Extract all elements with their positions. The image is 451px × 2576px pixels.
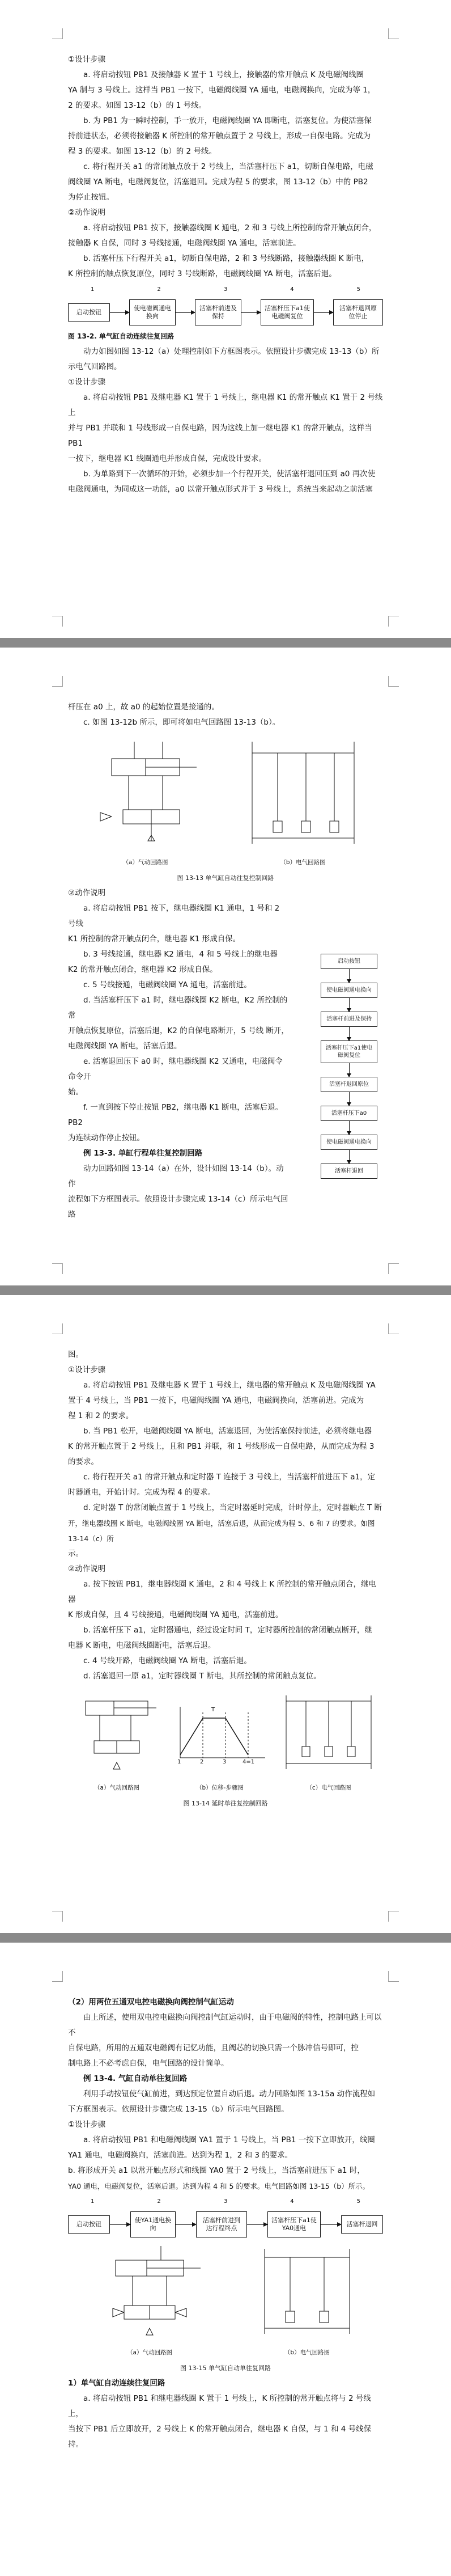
flow-arrow <box>349 969 350 983</box>
timing-diagram <box>172 1695 268 1796</box>
subfigure-label: （b）电气回路图 <box>280 859 326 866</box>
paragraph: a. 将启动按钮 PB1 按下，接触器线圈 K 通电，2 和 3 号线上所控制的常开触点闭合， <box>83 223 377 232</box>
paragraph: a. 按下按钮 PB1，继电器线圈 K 通电，2 和 4 号线上 K 所控制的常开触点闭合，继电器 <box>68 1580 377 1604</box>
flow-arrow <box>349 1027 350 1040</box>
paragraph: b. 当 PB1 松开，电磁阀线圈 YA 断电，活塞退回，为使活塞保持前进，必须将继电器 <box>83 1427 372 1436</box>
flow-box: 使电磁阀通电换向 <box>321 983 377 998</box>
flow-box: 活塞杆压下a1使电磁阀复位 <box>261 299 314 325</box>
figure-caption: 图 13-2. 单气缸自动连续往复回路 <box>68 332 174 340</box>
page-corner-mark <box>388 676 399 687</box>
paragraph: 当按下 PB1 后立即放开，2 号线上 K 的常开触点闭合，继电器 K 自保，与 1 和 4 号线保持。 <box>68 2425 372 2449</box>
figure-13-13 <box>68 736 383 870</box>
paragraph: 示。 <box>68 1549 83 1558</box>
paragraph: K 形成自保，且 4 号线接通，电磁阀线圈 YA 通电，活塞前进。 <box>68 1610 283 1619</box>
section-heading: 1）单气缸自动连续往复回路 <box>68 2379 165 2388</box>
flow-box: 活塞杆压下a1使YA0通电 <box>267 2211 321 2237</box>
paragraph: YA1 通电，电磁阀换向，活塞前进。达到为程 1，2 和 3 的要求。 <box>68 2151 293 2160</box>
flow-box: 活塞杆前进到达行程终点 <box>196 2211 247 2237</box>
paragraph: 开触点恢复原位，活塞后退，K2 的自保电路断开，5 号线 断开， <box>68 1026 289 1035</box>
paragraph: d. 定时器 T 的常闭触点置于 1 号线上，当定时器延时完成，计时停止，定时器触点 T 断 <box>83 1503 382 1512</box>
paragraph: ①设计步骤 <box>68 378 106 387</box>
flow-box: 使电磁阀通电换向 <box>321 1135 377 1150</box>
subfigure-label: （a）气动回路图 <box>94 1784 139 1791</box>
flowchart <box>68 2194 383 2237</box>
flow-box: 活塞杆退回原位停止 <box>333 299 383 325</box>
flow-box: 使YA1通电换向 <box>130 2211 176 2237</box>
paragraph: e. 活塞退回压下 a0 时，继电器线圈 K2 又通电，电磁阀令命令开 <box>68 1057 283 1081</box>
paragraph: K1 所控制的常开触点闭合，继电器 K1 形成自保。 <box>68 934 241 944</box>
paragraph: ②动作说明 <box>68 889 106 898</box>
paragraph: 例 13-4. 气缸自动单往复回路 <box>83 2074 188 2083</box>
page-corner-mark <box>388 1323 399 1334</box>
flow-box: 活塞杆压下a1使电磁阀复位 <box>321 1040 377 1063</box>
flow-box: 活塞杆压下a0 <box>321 1106 377 1121</box>
flow-step-number: 2 <box>157 2198 161 2205</box>
flow-arrow <box>110 2224 130 2225</box>
paragraph: 阀线圈 YA 断电，电磁阀复位，活塞退回。完成为程 5 的要求，图 13-12（b）中的 PB2 <box>68 177 368 187</box>
paragraph: 持前进状态，必须将接触器 K 所控制的常开触点置于 2 号线上，形成一自保电路。完成为 <box>68 132 371 141</box>
paragraph: a. 将启动按钮 PB1 及继电器 K1 置于 1 号线上，继电器 K1 的常开触点 K1 置于 2 号线上 <box>68 393 383 417</box>
paragraph: 示电气回路图。 <box>68 362 122 371</box>
flow-arrow <box>349 1150 350 1164</box>
ladder-diagram <box>244 736 363 849</box>
page-corner-mark <box>52 1263 63 1274</box>
paragraph: d. 活塞退回一原 a1，定时器线圈 T 断电，其所控制的常闭触点复位。 <box>83 1672 321 1681</box>
flow-box: 活塞杆退回 <box>321 1164 377 1179</box>
paragraph: 电器 K 断电，电磁阀线圈断电，活塞后退。 <box>68 1641 216 1650</box>
document-page-1 <box>0 0 451 638</box>
pneumatic-diagram <box>93 2243 206 2340</box>
document-page-4 <box>0 1943 451 2576</box>
paragraph: b. 活塞杆压下行程开关 a1，切断自保电路，2 和 3 号线断路，接触器线圈 K 断电， <box>83 254 369 263</box>
paragraph: 例 13-3. 单缸行程单往复控制回路 <box>83 1149 203 1158</box>
paragraph: K 的常开触点置于 2 号线上，且和 PB1 并联，和 1 号线形成一自保电路，从而完成为程 3 <box>68 1442 375 1451</box>
page-corner-mark <box>52 1911 63 1922</box>
document-page-3 <box>0 1295 451 1933</box>
figure-caption: 图 13-13 单气缸自动往复控制回路 <box>177 874 274 882</box>
subfigure-label: （a）气动回路图 <box>122 859 168 866</box>
paragraph: 接触器 K 自保，同时 3 号线接通，电磁阀线圈 YA 通电，活塞前进。 <box>68 239 301 248</box>
flow-box: 启动按钮 <box>68 303 110 322</box>
paragraph: d. 当活塞杆压下 a1 时，继电器线圈 K2 断电，K2 所控制的常 <box>68 996 288 1020</box>
flow-step-number: 4 <box>290 2198 294 2205</box>
paragraph: 动力回路如图 13-14（a）在外，设计如图 13-14（b）。动作 <box>68 1164 284 1188</box>
flow-arrow <box>321 2224 341 2225</box>
timing-label: 2 <box>200 1759 204 1765</box>
subfigure-label: （a）气动回路图 <box>127 2349 172 2356</box>
flow-step-number: 3 <box>223 2198 228 2205</box>
timing-label: 1 <box>177 1759 181 1765</box>
flowchart <box>68 282 383 325</box>
flow-step-number: 3 <box>223 286 228 293</box>
timing-label: 4=1 <box>242 1759 255 1765</box>
ladder-diagram <box>256 2243 358 2340</box>
figure-caption: 图 13-14 延时单往复控制回路 <box>183 1800 268 1807</box>
paragraph: 2 的要求。如图 13-12（b）的 1 号线。 <box>68 101 207 110</box>
paragraph: c. 将行程开关 a1 的常闭触点放于 2 号线上，当活塞杆压下 a1，切断自保电路，电磁 <box>83 162 373 171</box>
timing-label: T <box>211 1707 215 1713</box>
page-corner-mark <box>388 1263 399 1274</box>
paragraph: K2 的常开触点闭合，继电器 K2 形成自保。 <box>68 965 218 974</box>
paragraph: b. 活塞杆压下 a1，定时器通电，经过设定时间 T，定时器所控制的常闭触点断开，继 <box>83 1626 372 1635</box>
pneumatic-diagram <box>89 736 202 849</box>
flow-box: 启动按钮 <box>68 2215 110 2234</box>
paragraph: 杆压在 a0 上，故 a0 的起始位置是接通的。 <box>68 703 219 712</box>
paragraph: 流程如下方框图表示。依照设计步骤完成 13-14（c）所示电气回路 <box>68 1195 288 1219</box>
text-column <box>68 886 289 1223</box>
paragraph: c. 如图 13-12b 所示，即可将如电气回路图 13-13（b）。 <box>83 718 280 727</box>
paragraph: 为停止按钮。 <box>68 193 114 202</box>
paragraph: 始。 <box>68 1088 83 1097</box>
flow-arrow <box>176 312 195 313</box>
paragraph: a. 将启动按钮 PB1 和电磁阀线圈 YA1 置于 1 号线上，当 PB1 一按下立即放开，线圈 <box>83 2135 375 2144</box>
pneumatic-circuit <box>89 736 202 870</box>
page-corner-mark <box>388 1971 399 1982</box>
flow-box: 活塞杆前进及保持 <box>195 299 241 325</box>
flow-step-number: 2 <box>157 286 161 293</box>
paragraph: YA 制与 3 号线上。这样当 PB1 一按下，电磁阀线圈 YA 通电，电磁阀换向，完成为等 1， <box>68 86 376 95</box>
page-corner-mark <box>388 28 399 39</box>
flow-box: 活塞杆退回原位 <box>321 1077 377 1092</box>
displacement-step-chart <box>172 1695 268 1769</box>
flow-arrow <box>349 1121 350 1135</box>
paragraph: 自保电路，所用的五通双电磁阀有记忆功能，且阀芯的切换只需一个脉冲信号即可，控 <box>68 2044 359 2053</box>
page-corner-mark <box>52 1323 63 1334</box>
paragraph: a. 将启动按钮 PB1 按下，继电器线圈 K1 通电，1 号和 2 号线 <box>68 904 280 928</box>
paragraph: ①设计步骤 <box>68 1365 106 1374</box>
paragraph: 时器通电，开始计时。完成为程 4 的要求。 <box>68 1488 216 1497</box>
flow-box: 活塞杆前进及保持 <box>321 1012 377 1027</box>
paragraph: 置于 4 号线上，当 PB1 一按下，电磁阀线圈 YA 通电，电磁阀换向，活塞前进。完成为 <box>68 1396 364 1405</box>
flow-step-number: 1 <box>91 286 95 293</box>
paragraph: c. 5 号线接通，电磁阀线圈 YA 通电，活塞前进。 <box>83 980 252 989</box>
flow-step-number: 1 <box>91 2198 95 2205</box>
timing-label: 3 <box>223 1759 227 1765</box>
document-page-2 <box>0 648 451 1285</box>
subfigure-label: （b）电气回路图 <box>284 2349 330 2356</box>
pneumatic-circuit <box>74 1690 159 1796</box>
subfigure-label: （b）位移-步骤图 <box>196 1784 244 1791</box>
page-corner-mark <box>388 616 399 627</box>
figure-13-14 <box>68 1690 383 1796</box>
flow-arrow <box>349 998 350 1012</box>
paragraph: 利用手动按钮使气缸前进，到达预定位置自动后退。动力回路如图 13-15a 动作流程如 <box>83 2089 376 2099</box>
paragraph: c. 将行程开关 a1 的常开触点和定时器 T 连接于 3 号线上，当活塞杆前进压下 a1，定 <box>83 1473 376 1482</box>
flow-arrow <box>349 1092 350 1106</box>
flow-box: 活塞杆退回 <box>341 2215 383 2234</box>
flow-step-number: 5 <box>356 2198 360 2205</box>
paragraph: ①设计步骤 <box>68 2120 106 2129</box>
paragraph: c. 4 号线开路，电磁阀线圈 YA 断电，活塞后退。 <box>83 1656 252 1665</box>
paragraph: 电磁阀线圈 YA 断电，活塞后退。 <box>68 1042 182 1051</box>
paragraph: 电磁阀通电，为同成这一功能，a0 以常开触点形式并于 3 号线上，系统当来起动之前活塞 <box>68 485 373 494</box>
flow-step-number: 4 <box>290 286 294 293</box>
pneumatic-circuit <box>93 2243 206 2361</box>
paragraph: K 所控制的触点恢复原位，同时 3 号线断路，电磁阀线圈 YA 断电，活塞后退。 <box>68 269 337 278</box>
paragraph: b. 将形成开关 a1 以常开触点形式和线圈 YA0 置于 2 号线上，当活塞前进压下 a1 时， <box>68 2166 365 2175</box>
vertical-flowchart <box>315 954 383 1179</box>
subfigure-label: （c）电气回路图 <box>306 1784 351 1791</box>
flow-step-number: 5 <box>356 286 360 293</box>
paragraph: ②动作说明 <box>68 1564 106 1573</box>
electric-circuit <box>244 736 363 870</box>
paragraph: 并与 PB1 并联和 1 号线形成一自保电路，因为这线上加一继电器 K1 的常开触点，这样当 PB1 <box>68 424 372 448</box>
paragraph: a. 将启动按钮 PB1 及继电器 K 置于 1 号线上，继电器的常开触点 K 及电磁阀线圈 YA <box>83 1381 376 1390</box>
flow-arrow <box>349 1063 350 1077</box>
paragraph: 开，继电器线圈 K 断电，电磁阀线圈 YA 断电，活塞后退，从而完成为程 5、6 和 7 的要求。如图 13-14（c）所 <box>68 1519 375 1543</box>
paragraph: 制电路上不必考虑自保，电气回路的设计简单。 <box>68 2059 229 2068</box>
paragraph: 程 1 和 2 的要求。 <box>68 1411 134 1420</box>
paragraph: a. 将启动按钮 PB1 和继电器线圈 K 置于 1 号线上，K 所控制的常开触点将与 2 号线上， <box>68 2394 371 2418</box>
page-corner-mark <box>52 676 63 687</box>
paragraph: 的要求。 <box>68 1457 99 1466</box>
paragraph: 一按下，继电器 K1 线圈通电并形成自保，完成设计要求。 <box>68 454 267 463</box>
paragraph: 为连续动作停止按钮。 <box>68 1133 144 1143</box>
section-heading: （2）用两位五通双电控电磁换向阀控制气缸运动 <box>68 1998 234 2007</box>
flow-arrow <box>241 312 261 313</box>
page-corner-mark <box>52 1971 63 1982</box>
ladder-diagram <box>280 1690 377 1775</box>
page-corner-mark <box>388 1911 399 1922</box>
paragraph: b. 为单路到下一次循环的开始，必须步加一个行程开关，使活塞杆退回压到 a0 再次使 <box>83 469 376 479</box>
flow-box: 使电磁阀通电换向 <box>129 299 176 325</box>
paragraph: 动力如图如图 13-12（a）处理控制如下方框图表示。依照设计步骤完成 13-13（b）所 <box>83 347 380 356</box>
flow-arrow <box>110 312 129 313</box>
page-corner-mark <box>52 28 63 39</box>
electric-circuit <box>280 1690 377 1796</box>
flow-arrow <box>247 2224 267 2225</box>
paragraph: ①设计步骤 <box>68 55 106 64</box>
page-corner-mark <box>52 616 63 627</box>
paragraph: a. 将启动按钮 PB1 及接触器 K 置于 1 号线上，接触器的常开触点 K 及电磁阀线圈 <box>83 70 364 79</box>
paragraph: 程 3 的要求。如图 13-12（b）的 2 号线。 <box>68 147 216 156</box>
figure-13-15 <box>68 2243 383 2361</box>
paragraph: 图。 <box>68 1350 83 1359</box>
paragraph: b. 为 PB1 为一瞬时控制，手一放开，电磁阀线圈 YA 即断电，活塞复位。为使活塞保 <box>83 116 372 125</box>
pneumatic-diagram <box>74 1690 159 1775</box>
electric-circuit <box>256 2243 358 2361</box>
paragraph: YA0 通电，电磁阀复位，活塞后退。达到为程 4 和 5 的要求。电气回路如图 13-15（b）所示。 <box>68 2182 370 2190</box>
paragraph: 由上所述，使用双电控电磁换向阀控制气缸运动时，由于电磁阀的特性，控制电路上可以不 <box>68 2013 382 2037</box>
paragraph: b. 3 号线接通，继电器 K2 通电，4 和 5 号线上的继电器 <box>83 950 278 959</box>
paragraph: ②动作说明 <box>68 208 106 217</box>
flow-arrow <box>314 312 333 313</box>
paragraph: 下方框图表示。依照设计步骤完成 13-15（b）所示电气回路图。 <box>68 2105 289 2114</box>
figure-caption: 图 13-15 单气缸自动单往复回路 <box>180 2364 271 2372</box>
paragraph: f. 一直到按下停止按钮 PB2，继电器 K1 断电，活塞后退。PB2 <box>68 1103 283 1127</box>
flow-box: 启动按钮 <box>321 954 377 969</box>
flow-arrow <box>176 2224 196 2225</box>
